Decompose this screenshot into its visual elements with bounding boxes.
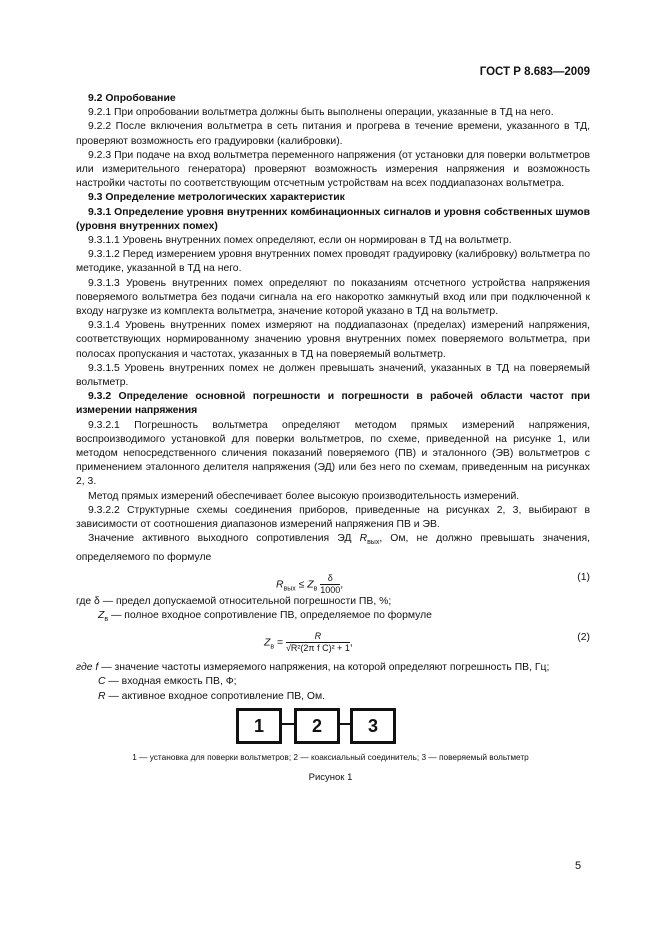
- paragraph-9-2-1: 9.2.1 При опробовании вольтметра должны быть выполнены операции, указанные в ТД на него.: [88, 107, 554, 119]
- section-9-2-title: 9.2 Опробование: [88, 93, 176, 104]
- figure-box-2: 2: [294, 708, 340, 744]
- paragraph-9-3-1-3: 9.3.1.3 Уровень внутренних помех определяют по показаниям отсчетного устройства напряжения поверяемого вольтметра без подачи сигнала на его накоротко замкнутый вход или при подключенной к входу нагрузке из комплекта вольтметра, значение которой указано в ТД на вольтметр.: [76, 277, 590, 318]
- figure-box-3: 3: [350, 708, 396, 744]
- paragraph-9-3-1-5: 9.3.1.5 Уровень внутренних помех не должен превышать значений, указанных в ТД на поверяемый вольтметр.: [76, 362, 590, 389]
- definition-c: C — входная емкость ПВ, Ф;: [98, 676, 237, 688]
- formula-2-number: (2): [577, 632, 590, 644]
- definition-zv: $Z_в$ — полное входное сопротивление ПВ, определяемое по формуле: [98, 609, 432, 624]
- page-number: 5: [575, 860, 582, 872]
- paragraph-9-3-1-2: 9.3.1.2 Перед измерением уровня внутренних помех проводят градуировку (калибровку) вольтметра по методике, указанной в ТД на него.: [76, 249, 590, 275]
- definition-f: где f — значение частоты измеряемого напряжения, на которой определяют погрешность ПВ, Гц;: [76, 662, 550, 674]
- paragraph-9-2-2: 9.2.2 После включения вольтметра в сеть питания и прогрева в течение времени, указанного в ТД, проверяют возможность его градуировки (калибровки).: [76, 121, 590, 147]
- paragraph-9-2-3: 9.2.3 При подаче на вход вольтметра переменного напряжения (от установки для поверки вольтметров или измерительного генератора) проверяют возможность измерения напряжения и возможность настройки частоты по соответствующим отсчетным устройствам на всех поддиапазонах вольтметра.: [76, 149, 590, 190]
- paragraph-9-3-1-1: 9.3.1.1 Уровень внутренних помех определяют, если он нормирован в ТД на вольтметр.: [88, 235, 512, 247]
- figure-box-1: 1: [236, 708, 282, 744]
- formula-1: $R_{вых} \le Z_в$ $\frac{\delta}{1000}$ , (1): [276, 571, 590, 595]
- paragraph-method: Метод прямых измерений обеспечивает более высокую производительность измерений.: [88, 490, 520, 502]
- paragraph-9-3-1-4: 9.3.1.4 Уровень внутренних помех измеряют на поддиапазонах (пределах) измерений напряжения, соответствующих нормированному значению уровня внутренних помех поверяемого вольтметра, при полосах пропускания и частотах, указанных в ТД на поверяемый вольтметр.: [76, 320, 590, 360]
- section-9-3-title: 9.3 Определение метрологических характеристик: [88, 192, 345, 204]
- section-9-3-2-title: 9.3.2 Определение основной погрешности и погрешности в рабочей области частот при измерении напряжения: [76, 391, 590, 417]
- figure-title: Рисунок 1: [308, 772, 353, 783]
- formula-1-number: (1): [577, 571, 590, 583]
- paragraph-output-resistance: Значение активного выходного сопротивления ЭД $R_{вых}$, Ом, не должно превышать значения, определяемого по формуле: [76, 533, 591, 563]
- paragraph-9-3-2-2: 9.3.2.2 Структурные схемы соединения приборов, приведенные на рисунках 2, 3, выбирают в зависимости от соотношения диапазонов измерений напряжения ПВ и ЭВ.: [76, 504, 590, 531]
- definition-delta: где δ — предел допускаемой относительной погрешности ПВ, %;: [76, 595, 392, 607]
- figure-caption: 1 — установка для поверки вольтметров; 2 — коаксиальный соединитель; 3 — поверяемый вольтметр: [132, 752, 529, 762]
- formula-2: $Z_в$ = $\frac{R}{\text{√R²(2π f C)² + 1}}$ , (2): [264, 631, 590, 654]
- document-header: ГОСТ Р 8.683—2009: [479, 66, 590, 78]
- document-body: [76, 92, 590, 704]
- paragraph-9-3-2-1: 9.3.2.1 Погрешность вольтметра определяют методом прямых измерений напряжения, воспроизводимого установкой для поверки вольтметров, по схеме, приведенной на рисунке 1, или методом непосредственного сличения показаний поверяемого (ПВ) и эталонного (ЭВ) вольтметров с применением эталонного делителя напряжения (ЭД) или без него по схемам, приведенным на рисунках 2, 3.: [76, 419, 590, 488]
- section-9-3-1-title: 9.3.1 Определение уровня внутренних комбинационных сигналов и уровня собственных шумов (уровня внутренних помех): [76, 206, 590, 232]
- definition-r: R — активное входное сопротивление ПВ, Ом.: [98, 690, 326, 702]
